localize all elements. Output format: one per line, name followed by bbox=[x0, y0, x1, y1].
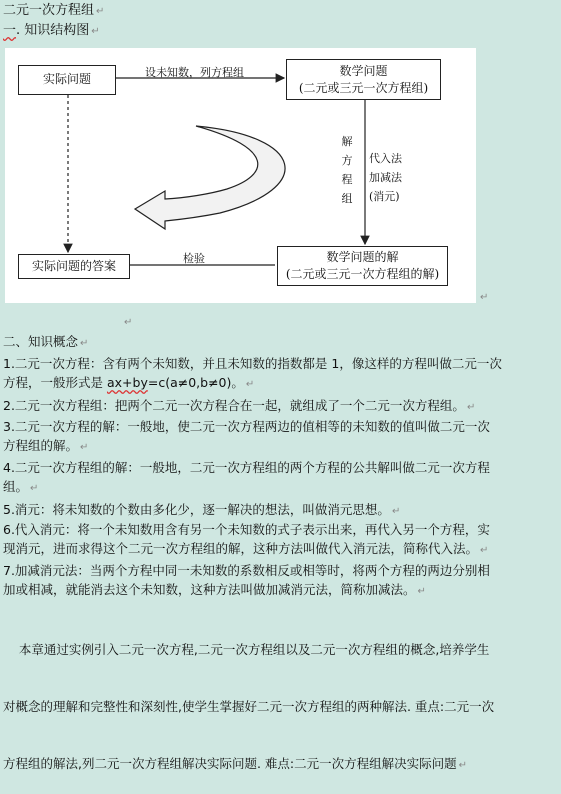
section1-title: . 知识结构图 bbox=[16, 23, 90, 38]
concept-5-text: 5.消元：将未知数的个数由多化少，逐一解决的想法，叫做消元思想。 bbox=[3, 502, 390, 517]
vertical-char: 组 bbox=[341, 192, 353, 205]
paragraph-mark-icon: ↵ bbox=[245, 379, 255, 390]
concept-7-text: 加或相减，就能消去这个未知数，这种方法叫做加减消元法，简称加减法。 bbox=[3, 582, 416, 597]
concept-1-formula-rest: =c(a≠0,b≠0)。 bbox=[147, 375, 244, 390]
paragraph-mark-icon: ↵ bbox=[458, 760, 468, 771]
vertical-char: 程 bbox=[341, 173, 353, 186]
concept-1 bbox=[3, 354, 555, 394]
box-math-problem-line2: (二元或三元一次方程组) bbox=[298, 81, 429, 95]
summary-line2: 对概念的理解和完整性和深刻性,使学生掌握好二元一次方程组的两种解法. 重点:二元一次 bbox=[3, 699, 495, 714]
concept-2-line1 bbox=[3, 396, 555, 417]
paragraph-mark-icon: ↵ bbox=[480, 545, 489, 556]
summary-paragraph bbox=[3, 602, 555, 794]
summary-line1: 本章通过实例引入二元一次方程,二元一次方程组以及二元一次方程组的概念,培养学生 bbox=[3, 642, 490, 657]
concept-4-line1: 4.二元一次方程组的解：一般地，二元一次方程组的两个方程的公共解叫做二元一次方程 bbox=[3, 460, 490, 475]
vertical-char: 方 bbox=[341, 154, 353, 167]
method-elimination: (消元) bbox=[369, 190, 400, 203]
edge-label-check: 检验 bbox=[183, 252, 205, 265]
concept-4-text: 组。 bbox=[3, 479, 29, 494]
section2-heading bbox=[3, 333, 88, 353]
concept-5 bbox=[3, 500, 555, 521]
paragraph-mark-icon: ↵ bbox=[80, 442, 89, 453]
section1-number: 一 bbox=[3, 23, 17, 38]
paragraph-mark-icon: ↵ bbox=[91, 26, 100, 37]
box-math-problem bbox=[286, 59, 441, 100]
concept-7 bbox=[3, 561, 555, 601]
vertical-char: 解 bbox=[341, 135, 353, 148]
concept-7-line2 bbox=[3, 580, 555, 601]
concept-1-line2-text: 方程，一般形式是 bbox=[3, 375, 107, 390]
concept-6-line1: 6.代入消元：将一个未知数用含有另一个未知数的式子表示出来，再代入另一个方程，实 bbox=[3, 522, 490, 537]
concept-1-line2 bbox=[3, 373, 555, 394]
methods-label bbox=[369, 149, 402, 206]
curved-loop-arrow-icon bbox=[135, 126, 285, 229]
box-actual-answer-label: 实际问题的答案 bbox=[31, 259, 116, 273]
concept-4 bbox=[3, 458, 555, 498]
box-actual-answer bbox=[18, 254, 130, 279]
paragraph-mark-icon: ↵ bbox=[96, 6, 105, 17]
paragraph-mark-icon: ↵ bbox=[80, 338, 89, 349]
summary-line3 bbox=[3, 754, 555, 775]
box-math-solution-line1: 数学问题的解 bbox=[326, 250, 399, 264]
box-math-solution-line2: (二元或三元一次方程组的解) bbox=[285, 267, 440, 281]
concept-6 bbox=[3, 520, 555, 560]
concept-3-line2 bbox=[3, 436, 555, 457]
paragraph-mark-icon: ↵ bbox=[391, 506, 401, 517]
box-math-problem-line1: 数学问题 bbox=[339, 64, 388, 78]
vertical-label-solve-system bbox=[340, 132, 354, 208]
title-text: 二元一次方程组 bbox=[3, 3, 95, 18]
section1-heading bbox=[3, 22, 100, 41]
concept-4-line2 bbox=[3, 477, 555, 498]
concept-6-text: 现消元，进而求得这个二元一次方程组的解，这种方法叫做代入消元法，简称代入法。 bbox=[3, 541, 479, 556]
method-addition: 加减法 bbox=[369, 171, 402, 184]
paragraph-mark-icon: ↵ bbox=[417, 586, 426, 597]
paragraph-mark-icon: ↵ bbox=[124, 317, 133, 328]
paragraph-mark-icon: ↵ bbox=[466, 402, 476, 413]
document-title bbox=[3, 2, 104, 21]
concept-3-line1: 3.二元一次方程的解：一般地，使二元一次方程两边的值相等的未知数的值叫做二元一次 bbox=[3, 419, 490, 434]
concept-2 bbox=[3, 396, 555, 417]
box-actual-problem bbox=[18, 65, 116, 95]
concept-1-line1: 1.二元一次方程：含有两个未知数，并且未知数的指数都是 1，像这样的方程叫做二元一次 bbox=[3, 356, 502, 371]
concept-3 bbox=[3, 417, 555, 457]
edge-label-set-unknowns: 设未知数，列方程组 bbox=[145, 66, 244, 79]
knowledge-structure-diagram bbox=[5, 48, 476, 303]
concept-5-line1 bbox=[3, 500, 555, 521]
concept-3-text: 方程组的解。 bbox=[3, 438, 79, 453]
concept-6-line2 bbox=[3, 539, 555, 560]
summary-line3-text: 方程组的解法,列二元一次方程组解决实际问题. 难点:二元一次方程组解决实际问题 bbox=[3, 756, 457, 771]
section2-title: 二、知识概念 bbox=[3, 334, 79, 349]
paragraph-mark-icon: ↵ bbox=[30, 483, 39, 494]
box-math-solution bbox=[277, 246, 448, 286]
concept-7-line1: 7.加减消元法：当两个方程中同一未知数的系数相反或相等时，将两个方程的两边分别相 bbox=[3, 563, 490, 578]
method-substitution: 代入法 bbox=[369, 152, 402, 165]
concept-2-text: 2.二元一次方程组：把两个二元一次方程合在一起，就组成了一个二元一次方程组。 bbox=[3, 398, 465, 413]
box-actual-problem-label: 实际问题 bbox=[42, 72, 91, 86]
concept-1-formula: ax+by bbox=[106, 375, 148, 390]
paragraph-mark-icon: ↵ bbox=[480, 292, 489, 303]
